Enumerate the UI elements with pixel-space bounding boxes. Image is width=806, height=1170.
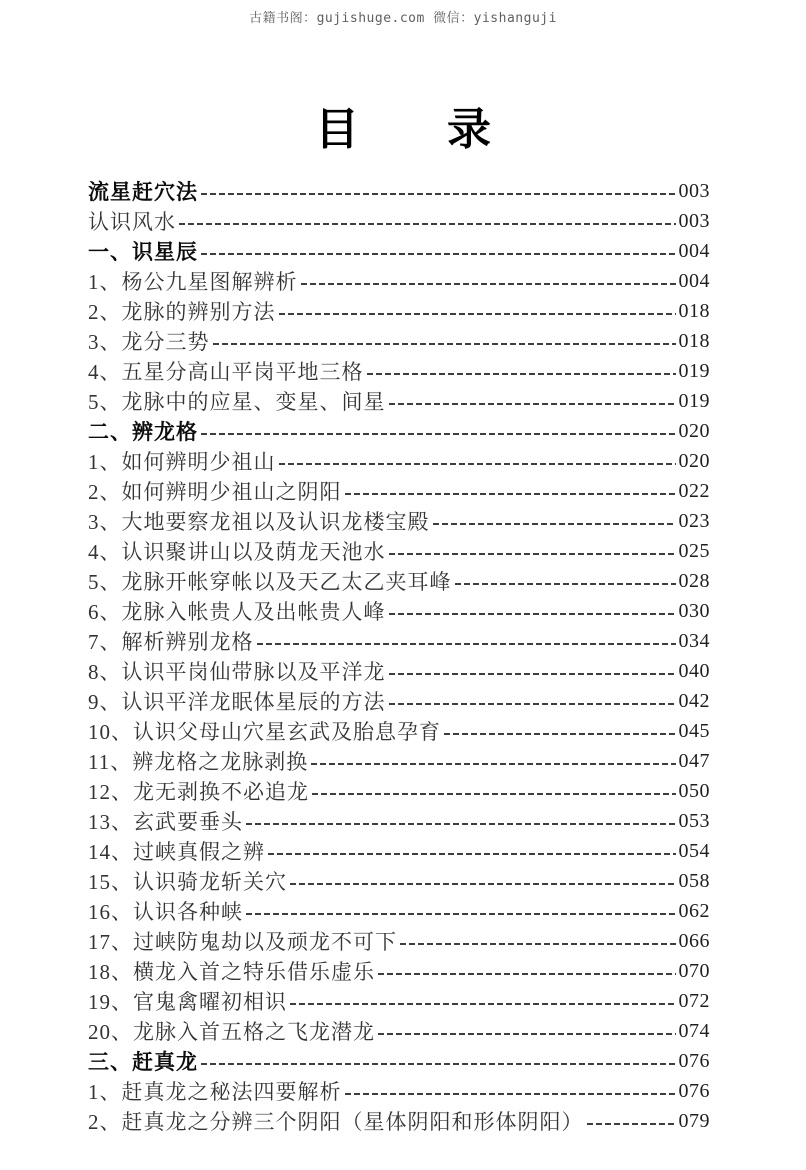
toc-entry-page: 070 <box>678 959 710 982</box>
toc-entry-label: 14、过峡真假之辨 <box>88 840 265 864</box>
toc-entry-page: 034 <box>678 629 710 652</box>
toc-entry <box>88 386 710 416</box>
toc-entry-label: 认识风水 <box>88 210 176 234</box>
toc-entry-label: 三、赶真龙 <box>88 1050 198 1074</box>
toc-entry-label: 流星赶穴法 <box>88 180 198 204</box>
toc-leader-line <box>278 296 677 326</box>
toc-entry <box>88 716 710 746</box>
toc-entry-page: 040 <box>678 659 710 682</box>
toc-entry <box>88 326 710 356</box>
toc-leader-line <box>377 1016 677 1046</box>
toc-entry-label: 4、五星分高山平岗平地三格 <box>88 360 364 384</box>
toc-leader-line <box>200 236 677 266</box>
toc-entry-label: 1、赶真龙之秘法四要解析 <box>88 1080 342 1104</box>
toc-entry <box>88 236 710 266</box>
toc-entry-label: 3、龙分三势 <box>88 330 210 354</box>
toc-entry <box>88 986 710 1016</box>
toc-entry-label: 9、认识平洋龙眠体星辰的方法 <box>88 690 386 714</box>
toc-list <box>88 176 710 1136</box>
toc-entry-label: 2、赶真龙之分辨三个阴阳（星体阴阳和形体阴阳） <box>88 1110 584 1134</box>
toc-leader-line <box>388 656 677 686</box>
page-title: 目 录 <box>315 105 491 154</box>
toc-entry-page: 004 <box>678 269 710 292</box>
toc-entry-label: 6、龙脉入帐贵人及出帐贵人峰 <box>88 600 386 624</box>
toc-entry-page: 042 <box>678 689 710 712</box>
toc-entry-label: 4、认识聚讲山以及荫龙天池水 <box>88 540 386 564</box>
toc-entry <box>88 896 710 926</box>
toc-entry <box>88 626 710 656</box>
toc-entry <box>88 1076 710 1106</box>
toc-entry <box>88 566 710 596</box>
toc-entry-page: 004 <box>678 239 710 262</box>
toc-leader-line <box>388 386 677 416</box>
toc-entry-page: 074 <box>678 1019 710 1042</box>
toc-entry-label: 10、认识父母山穴星玄武及胎息孕育 <box>88 720 441 744</box>
toc-entry-page: 018 <box>678 329 710 352</box>
toc-leader-line <box>278 446 677 476</box>
toc-leader-line <box>200 416 677 446</box>
toc-entry-page: 072 <box>678 989 710 1012</box>
toc-leader-line <box>399 926 677 956</box>
toc-entry <box>88 1046 710 1076</box>
toc-entry-page: 047 <box>678 749 710 772</box>
toc-leader-line <box>245 806 677 836</box>
toc-entry-label: 17、过峡防鬼劫以及顽龙不可下 <box>88 930 397 954</box>
toc-leader-line <box>311 776 677 806</box>
toc-entry <box>88 416 710 446</box>
toc-leader-line <box>267 836 677 866</box>
toc-leader-line <box>443 716 677 746</box>
toc-leader-line <box>178 206 677 236</box>
toc-leader-line <box>388 686 677 716</box>
toc-entry <box>88 686 710 716</box>
toc-entry-page: 058 <box>678 869 710 892</box>
toc-entry <box>88 266 710 296</box>
toc-entry <box>88 656 710 686</box>
toc-leader-line <box>344 476 677 506</box>
toc-entry-label: 8、认识平岗仙带脉以及平洋龙 <box>88 660 386 684</box>
toc-entry-label: 2、如何辨明少祖山之阴阳 <box>88 480 342 504</box>
site-watermark-text: 古籍书阁：gujishuge.com 微信：yishanguji <box>249 11 557 26</box>
toc-entry-page: 030 <box>678 599 710 622</box>
toc-entry <box>88 206 710 236</box>
toc-entry-label: 15、认识骑龙斩关穴 <box>88 870 287 894</box>
toc-entry <box>88 596 710 626</box>
toc-leader-line <box>200 176 677 206</box>
toc-entry-page: 050 <box>678 779 710 802</box>
toc-entry-page: 018 <box>678 299 710 322</box>
toc-entry-page: 022 <box>678 479 710 502</box>
toc-leader-line <box>300 266 677 296</box>
toc-entry-label: 5、龙脉开帐穿帐以及天乙太乙夹耳峰 <box>88 570 452 594</box>
toc-entry-page: 003 <box>678 179 710 202</box>
toc-entry-page: 076 <box>678 1049 710 1072</box>
toc-leader-line <box>377 956 677 986</box>
toc-entry-label: 12、龙无剥换不必追龙 <box>88 780 309 804</box>
toc-entry-page: 076 <box>678 1079 710 1102</box>
toc-leader-line <box>212 326 677 356</box>
toc-entry-label: 7、解析辨别龙格 <box>88 630 254 654</box>
toc-leader-line <box>432 506 677 536</box>
toc-entry-page: 045 <box>678 719 710 742</box>
toc-entry <box>88 536 710 566</box>
toc-entry-page: 066 <box>678 929 710 952</box>
toc-leader-line <box>200 1046 677 1076</box>
toc-entry-label: 20、龙脉入首五格之飞龙潜龙 <box>88 1020 375 1044</box>
toc-entry-page: 054 <box>678 839 710 862</box>
toc-entry <box>88 296 710 326</box>
toc-leader-line <box>388 536 677 566</box>
toc-entry <box>88 926 710 956</box>
toc-leader-line <box>344 1076 677 1106</box>
toc-entry <box>88 1016 710 1046</box>
toc-entry-label: 3、大地要察龙祖以及认识龙楼宝殿 <box>88 510 430 534</box>
toc-leader-line <box>289 866 677 896</box>
toc-entry <box>88 956 710 986</box>
toc-entry-page: 020 <box>678 449 710 472</box>
toc-entry <box>88 356 710 386</box>
toc-entry-label: 1、杨公九星图解辨析 <box>88 270 298 294</box>
toc-leader-line <box>366 356 677 386</box>
toc-leader-line <box>256 626 677 656</box>
toc-entry-page: 053 <box>678 809 710 832</box>
toc-entry-label: 18、横龙入首之特乐借乐虚乐 <box>88 960 375 984</box>
toc-leader-line <box>454 566 677 596</box>
toc-entry-page: 019 <box>678 389 710 412</box>
toc-entry-label: 13、玄武要垂头 <box>88 810 243 834</box>
toc-leader-line <box>310 746 676 776</box>
toc-entry <box>88 836 710 866</box>
toc-entry-label: 二、辨龙格 <box>88 420 198 444</box>
toc-leader-line <box>388 596 677 626</box>
toc-entry-page: 020 <box>678 419 710 442</box>
toc-entry-label: 11、辨龙格之龙脉剥换 <box>88 750 309 774</box>
toc-entry-label: 5、龙脉中的应星、变星、间星 <box>88 390 386 414</box>
toc-leader-line <box>289 986 677 1016</box>
toc-entry-page: 062 <box>678 899 710 922</box>
toc-entry-page: 079 <box>678 1109 710 1132</box>
toc-entry-label: 1、如何辨明少祖山 <box>88 450 276 474</box>
toc-entry <box>88 446 710 476</box>
toc-entry-page: 025 <box>678 539 710 562</box>
toc-entry-label: 19、官鬼禽曜初相识 <box>88 990 287 1014</box>
toc-entry <box>88 506 710 536</box>
toc-entry-page: 003 <box>678 209 710 232</box>
toc-entry <box>88 176 710 206</box>
toc-entry-label: 2、龙脉的辨别方法 <box>88 300 276 324</box>
toc-entry-label: 16、认识各种峡 <box>88 900 243 924</box>
toc-entry-page: 019 <box>678 359 710 382</box>
toc-leader-line <box>245 896 677 926</box>
toc-entry <box>88 1106 710 1136</box>
toc-entry <box>88 806 710 836</box>
toc-entry <box>88 776 710 806</box>
toc-leader-line <box>586 1106 677 1136</box>
toc-entry-page: 023 <box>678 509 710 532</box>
toc-entry-page: 028 <box>678 569 710 592</box>
toc-entry <box>88 476 710 506</box>
toc-entry-label: 一、识星辰 <box>88 240 198 264</box>
toc-entry <box>88 746 710 776</box>
toc-entry <box>88 866 710 896</box>
